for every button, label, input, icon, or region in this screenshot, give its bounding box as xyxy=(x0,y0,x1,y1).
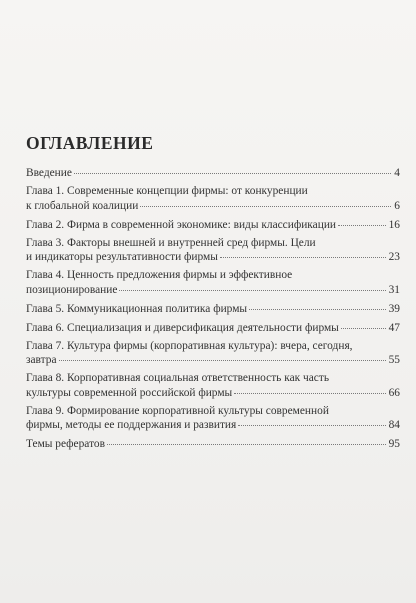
toc-entry-chapter-9[interactable] xyxy=(26,405,400,433)
toc-entry-text: Глава 7. Культура фирмы (корпоративная культура): вчера, сегодня, xyxy=(26,339,353,352)
toc-entry-text: Темы рефератов xyxy=(26,438,105,451)
toc-page-number: 4 xyxy=(394,167,400,179)
toc-entry-text: и индикаторы результативности фирмы xyxy=(26,251,218,264)
dot-leader xyxy=(119,281,385,291)
toc-entry-essay-topics[interactable] xyxy=(26,437,400,452)
toc-page-number: 16 xyxy=(388,218,400,231)
toc-page-number: 31 xyxy=(388,283,400,296)
toc-entry-text: завтра xyxy=(26,354,57,367)
toc-entry-text: Глава 8. Корпоративная социальная ответственность как часть xyxy=(26,372,330,385)
toc-page-number: 39 xyxy=(388,302,400,315)
dot-leader xyxy=(341,319,386,329)
toc-entry-chapter-3[interactable] xyxy=(26,237,400,265)
toc-entry-text: фирмы, методы ее поддержания и развития xyxy=(26,419,237,432)
toc-page-number: 95 xyxy=(388,438,400,451)
toc-entry-chapter-4[interactable] xyxy=(26,269,400,297)
dot-leader xyxy=(238,416,385,426)
toc-entry-text: Глава 3. Факторы внешней и внутренней сред фирмы. Цели xyxy=(26,236,316,249)
dot-leader xyxy=(249,300,386,310)
toc-entry-chapter-1[interactable] xyxy=(26,185,400,213)
dot-leader xyxy=(234,384,385,394)
toc-entry-introduction[interactable] xyxy=(26,166,400,181)
toc-page-number: 23 xyxy=(388,251,400,264)
toc-page-number: 84 xyxy=(388,419,400,432)
toc-entry-chapter-5[interactable] xyxy=(26,302,400,317)
toc-entry-chapter-8[interactable] xyxy=(26,372,400,400)
toc-page-number: 55 xyxy=(388,354,400,367)
table-of-contents xyxy=(26,166,400,456)
dot-leader xyxy=(59,351,386,361)
toc-entry-text: к глобальной коалиции xyxy=(26,199,139,212)
dot-leader xyxy=(107,435,386,445)
toc-entry-text: Глава 4. Ценность предложения фирмы и эффективное xyxy=(26,269,293,282)
toc-entry-chapter-2[interactable] xyxy=(26,218,400,233)
toc-entry-text: Глава 2. Фирма в современной экономике: виды классификации xyxy=(26,218,337,231)
toc-entry-chapter-7[interactable] xyxy=(26,340,400,368)
toc-heading: ОГЛАВЛЕНИЕ xyxy=(26,133,154,153)
toc-entry-text: позиционирование xyxy=(26,283,118,296)
toc-page-number: 6 xyxy=(394,199,400,212)
dot-leader xyxy=(74,164,391,174)
toc-entry-text: культуры современной российской фирмы xyxy=(26,386,233,399)
toc-entry-text: Глава 6. Специализация и диверсификация деятельности фирмы xyxy=(26,321,339,334)
dot-leader xyxy=(220,248,386,258)
toc-entry-chapter-6[interactable] xyxy=(26,321,400,336)
toc-entry-text: Глава 1. Современные концепции фирмы: от конкуренции xyxy=(26,184,308,197)
dot-leader xyxy=(140,197,391,207)
toc-entry-text: Глава 9. Формирование корпоративной культуры современной xyxy=(26,404,329,417)
toc-entry-text: Введение xyxy=(26,167,72,179)
toc-entry-text: Глава 5. Коммуникационная политика фирмы xyxy=(26,302,248,315)
toc-page-number: 66 xyxy=(388,386,400,399)
dot-leader xyxy=(338,216,386,226)
toc-page-number: 47 xyxy=(388,321,400,334)
